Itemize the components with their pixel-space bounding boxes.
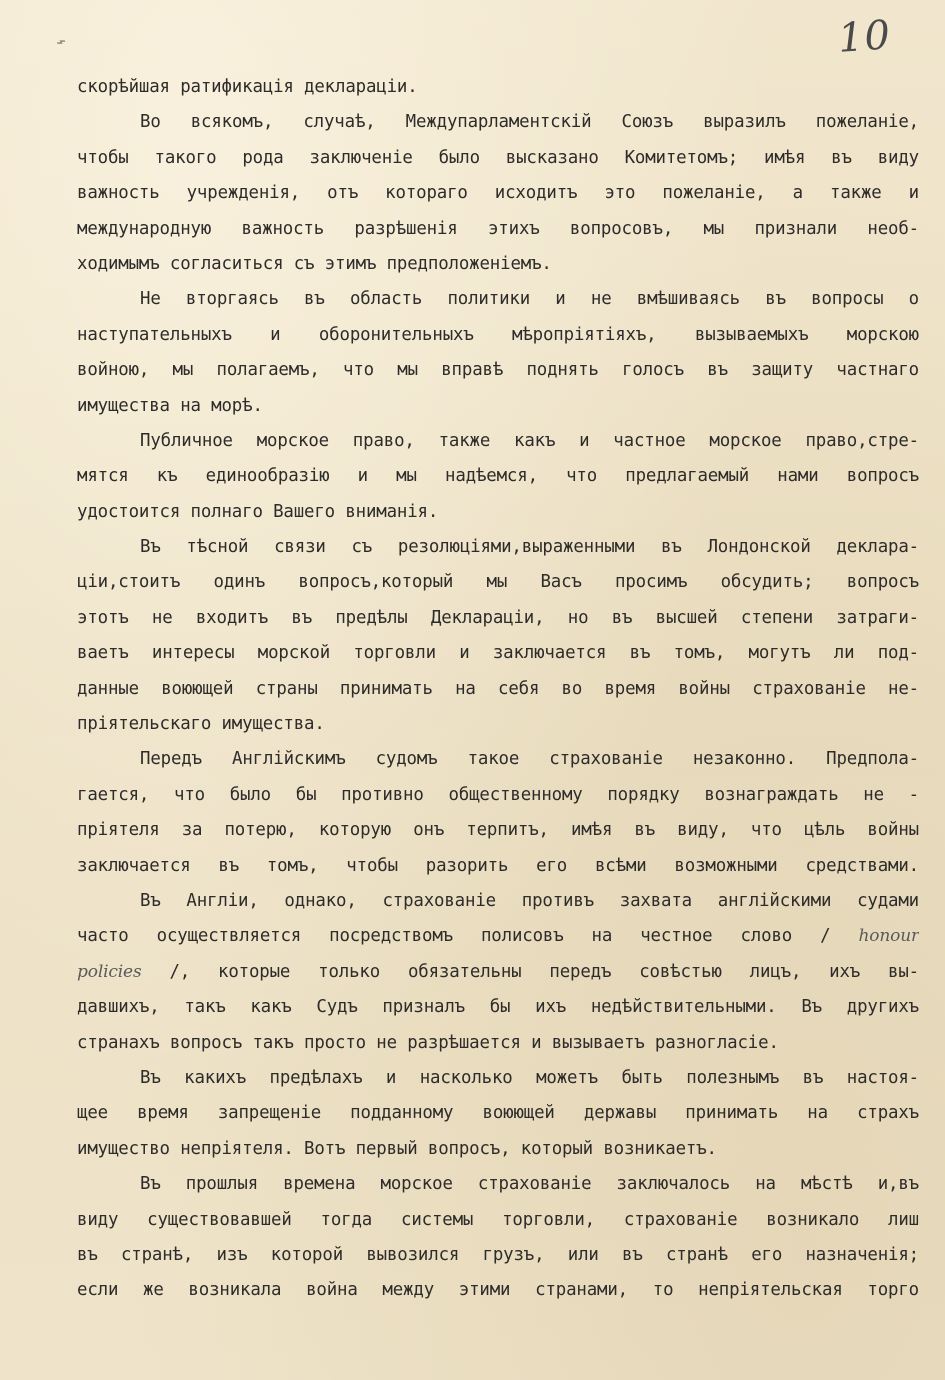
document-body-text	[77, 70, 919, 1309]
text-line	[77, 742, 919, 777]
typed-text: пріятельскаго имущества.	[77, 714, 325, 735]
text-line	[77, 495, 919, 530]
text-line	[77, 1167, 919, 1202]
typed-text: имущества на морѣ.	[77, 395, 263, 416]
text-line	[77, 1096, 919, 1131]
text-line	[77, 247, 919, 282]
text-line	[77, 353, 919, 388]
text-line	[77, 707, 919, 742]
typed-text: заключается въ томъ, чтобы разорить его всѣми возможными средствами.	[77, 855, 919, 876]
corner-mark-glyph: ⌁	[51, 30, 70, 53]
typed-text: ціи,стоитъ одинъ вопросъ,который мы Васъ просимъ обсудить; вопросъ	[77, 572, 919, 593]
text-line	[77, 1132, 919, 1167]
text-line	[77, 141, 919, 176]
text-line	[77, 778, 919, 813]
typed-text: Въ какихъ предѣлахъ и насколько можетъ быть полезнымъ въ настоя-	[140, 1067, 919, 1088]
typed-text: ваетъ интересы морской торговли и заключается въ томъ, могутъ ли под-	[77, 643, 919, 664]
typed-text: Публичное морское право, также какъ и частное морское право,стре-	[140, 430, 919, 451]
page-number: 10	[836, 12, 893, 62]
typed-text: мятся къ единообразію и мы надѣемся, что предлагаемый нами вопросъ	[77, 466, 919, 487]
text-line	[77, 1203, 919, 1238]
text-line	[77, 282, 919, 317]
typed-text: международную важность разрѣшенія этихъ вопросовъ, мы признали необ-	[77, 218, 919, 239]
text-line	[77, 1026, 919, 1061]
typed-text: /, которые только обязательны передъ совѣстью лицъ, ихъ вы-	[169, 961, 919, 982]
handwritten-note: honour	[858, 926, 919, 947]
typed-text: если же возникала война между этими странами, то непріятельская торго	[77, 1280, 919, 1301]
text-line	[77, 990, 919, 1025]
typed-text: Во всякомъ, случаѣ, Междупарламентскій Союзъ выразилъ пожеланіе,	[140, 112, 919, 133]
typed-text: виду существовавшей тогда системы торговли, страхованіе возникало лиш	[77, 1209, 919, 1230]
typed-text: данные воюющей страны принимать на себя во время войны страхованіе не-	[77, 678, 919, 699]
typed-text: важность учрежденія, отъ котораго исходитъ это пожеланіе, а также и	[77, 183, 919, 204]
text-line	[77, 105, 919, 140]
typed-text: въ странѣ, изъ которой вывозился грузъ, или въ странѣ его назначенія;	[77, 1244, 919, 1265]
text-line	[77, 530, 919, 565]
typed-text: давшихъ, такъ какъ Судъ призналъ бы ихъ недѣйствительными. Въ другихъ	[77, 997, 919, 1018]
typed-text: удостоится полнаго Вашего вниманія.	[77, 501, 439, 522]
text-line	[77, 919, 919, 954]
typed-text: наступательныхъ и оборонительныхъ мѣропріятіяхъ, вызываемыхъ морскою	[77, 324, 919, 345]
typed-text: Не вторгаясь въ область политики и не вмѣшиваясь въ вопросы о	[140, 289, 919, 310]
typed-text: имущество непріятеля. Вотъ первый вопросъ, который возникаетъ.	[77, 1138, 717, 1159]
text-line	[77, 318, 919, 353]
text-line	[77, 813, 919, 848]
typed-text: скорѣйшая ратификація деклараціи.	[77, 77, 418, 97]
text-line	[77, 636, 919, 671]
typed-text: ходимымъ согласиться съ этимъ предположеніемъ.	[77, 253, 552, 274]
typed-text: пріятеля за потерю, которую онъ терпитъ, имѣя въ виду, что цѣль войны	[77, 820, 919, 841]
typed-text: Въ тѣсной связи съ резолюціями,выраженными въ Лондонской деклара-	[140, 537, 919, 558]
typed-text: чтобы такого рода заключеніе было высказано Комитетомъ; имѣя въ виду	[77, 147, 919, 168]
typed-text: гается, что было бы противно общественному порядку вознаграждать не -	[77, 784, 919, 805]
text-line	[77, 1238, 919, 1273]
typed-text: странахъ вопросъ такъ просто не разрѣшается и вызываетъ разногласіе.	[77, 1032, 779, 1053]
typed-text: войною, мы полагаемъ, что мы вправѣ поднять голосъ въ защиту частнаго	[77, 360, 919, 381]
text-line	[77, 955, 919, 990]
typed-text: щее время запрещеніе подданному воюющей державы принимать на страхъ	[77, 1103, 919, 1124]
typed-text: Въ Англіи, однако, страхованіе противъ захвата англійскими судами	[140, 890, 919, 911]
text-line	[77, 459, 919, 494]
text-line	[77, 176, 919, 211]
text-line	[77, 212, 919, 247]
typed-text: Въ прошлыя времена морское страхованіе заключалось на мѣстѣ и,въ	[140, 1174, 919, 1195]
handwritten-note: policies	[77, 961, 142, 982]
typed-text: Передъ Англійскимъ судомъ такое страхованіе незаконно. Предпола-	[140, 749, 919, 770]
text-line	[77, 884, 919, 919]
typed-text: этотъ не входитъ въ предѣлы Деклараціи, но въ высшей степени затраги-	[77, 607, 919, 628]
text-line	[77, 389, 919, 424]
text-line	[77, 424, 919, 459]
typed-text: часто осуществляется посредствомъ полисовъ на честное слово /	[77, 926, 831, 947]
text-line	[77, 849, 919, 884]
text-line	[77, 1061, 919, 1096]
text-line	[77, 672, 919, 707]
text-line	[77, 601, 919, 636]
text-line	[77, 70, 919, 105]
text-line	[77, 1273, 919, 1308]
text-line	[77, 565, 919, 600]
